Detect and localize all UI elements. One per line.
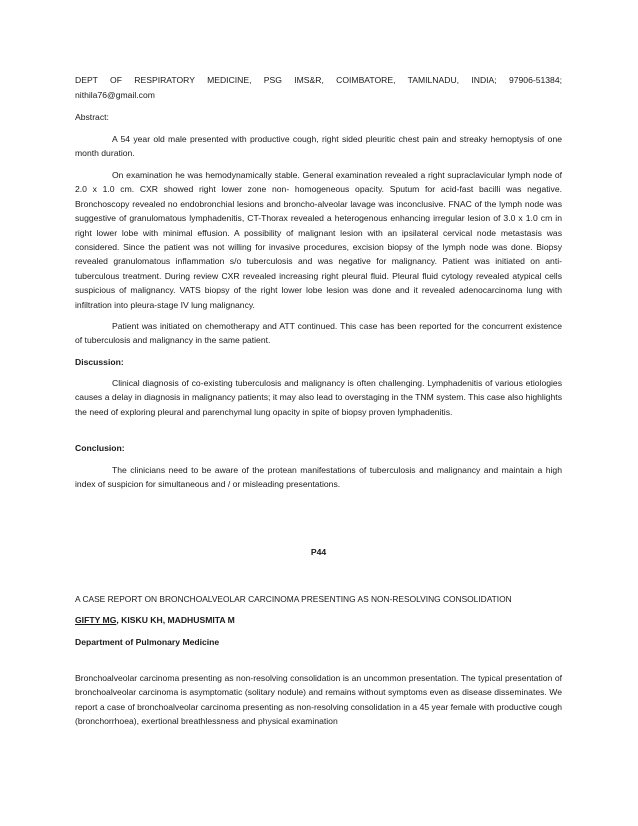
abstract-paragraph-1: A 54 year old male presented with productive cough, right sided pleuritic chest pain and streaky hemoptysis of one month duration. — [75, 134, 562, 159]
authors-line — [75, 613, 562, 627]
lead-author: GIFTY MG — [75, 615, 117, 625]
conclusion-heading: Conclusion: — [75, 443, 125, 453]
case-report-body: Bronchoalveolar carcinoma presenting as non-resolving consolidation is an uncommon presentation. The typical presentation of bronchoalveolar carcinoma is asymptomatic (solitary nodule) and remains without symptoms even as disease disseminates. We report a case of bronchoalveolar carcinoma presenting as non-resolving consolidation in a 45 year female with productive cough (bronchorrhoea), exertional breathlessness and physical examination — [75, 673, 562, 727]
abstract-label: Abstract: — [75, 112, 109, 122]
case-report-title: A CASE REPORT ON BRONCHOALVEOLAR CARCINOMA PRESENTING AS NON-RESOLVING CONSOLIDATION — [75, 594, 512, 604]
department-name: Department of Pulmonary Medicine — [75, 637, 220, 647]
discussion-paragraph: Clinical diagnosis of co-existing tuberculosis and malignancy is often challenging. Lymphadenitis of various etiologies causes a delay in diagnosis in malignancy patients; it may also lead to overstaging in the TNM system. This case also highlights the need of exploring pleural and parenchymal lung opacity in spite of biopsy proven lymphadenitis. — [75, 378, 562, 417]
discussion-heading: Discussion: — [75, 357, 124, 367]
abstract-paragraph-3: Patient was initiated on chemotherapy and ATT continued. This case has been reported for the concurrent existence of tuberculosis and malignancy in the same patient. — [75, 321, 562, 346]
poster-id: P44 — [310, 547, 327, 557]
abstract-paragraph-2: On examination he was hemodynamically stable. General examination revealed a right supraclavicular lymph node of 2.0 x 1.0 cm. CXR showed right lower zone non- homogeneous opacity. Sputum for acid-fast bacilli was negative. Bronchoscopy revealed no endobronchial lesions and broncho-alveolar lavage was inconclusive. FNAC of the lymph node was suggestive of granulomatous lymphadenitis, CT-Thorax revealed a heterogenous enhancing irregular lesion of 3.0 x 1.0 cm in right lower lobe with minimal effusion. A possibility of malignant lesion with an ipsilateral cervical node metastasis was considered. Since the patient was not willing for invasive procedures, excision biopsy of the lymph node was done. Biopsy revealed granulomatous inflammation s/o tuberculosis and was negative for malignancy. Patient was initiated on anti-tuberculous treatment. During review CXR revealed increasing right pleural fluid. Pleural fluid cytology revealed atypical cells suspicious of malignancy. VATS biopsy of the right lower lobe lesion was done and it revealed adenocarcinoma lung with infiltration into pleura-stage IV lung malignancy. — [75, 170, 562, 310]
co-authors: , KISKU KH, MADHUSMITA M — [116, 615, 235, 625]
conclusion-paragraph: The clinicians need to be aware of the protean manifestations of tuberculosis and malignancy and maintain a high index of suspicion for simultaneous and / or misleading presentations. — [75, 465, 562, 490]
contact-email: nithila76@gmail.com — [75, 90, 155, 100]
affiliation-line: DEPT OF RESPIRATORY MEDICINE, PSG IMS&R, COIMBATORE, TAMILNADU, INDIA; 97906-51384; — [75, 75, 562, 85]
